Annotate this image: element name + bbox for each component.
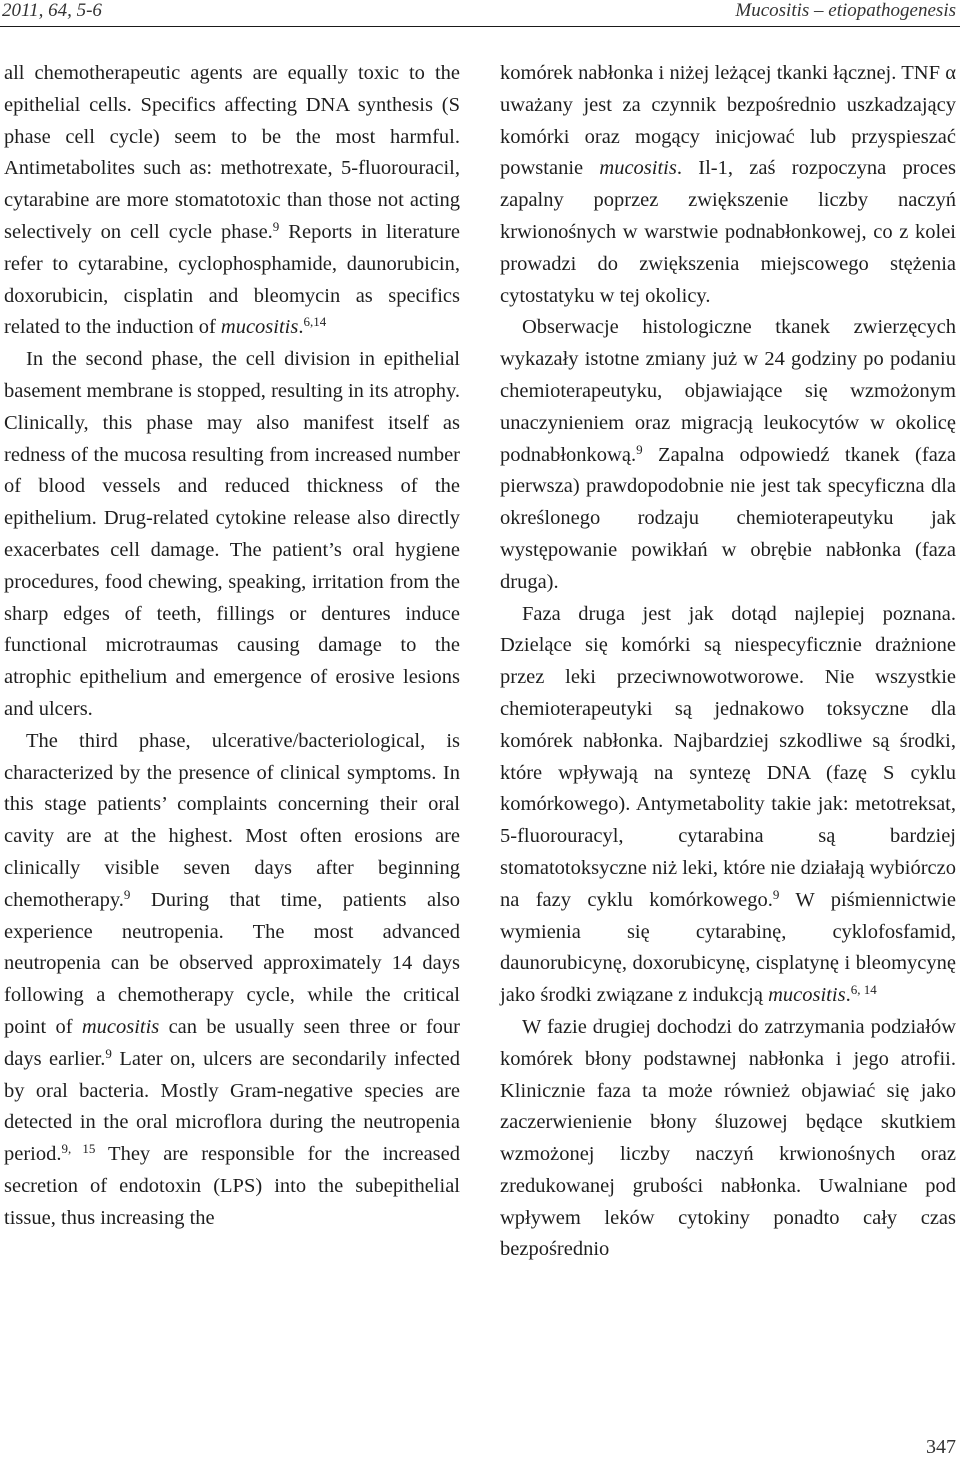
paragraph: W fazie drugiej dochodzi do zatrzymania podziałów komórek błony podstawnej nabłonka i jego atrofii. Klinicznie faza ta może również objawiać się jako zaczerwienienie błony śluzowej będące skutkiem wzmożonej liczby naczyń krwionośnych oraz zredukowanej grubości nabłonka. Uwalniane pod wpływem leków cytokiny ponadto cały czas bezpośrednio xyxy=(500,1015,956,1261)
page-number: 347 xyxy=(926,1436,956,1458)
citation-ref: 9 xyxy=(772,886,780,902)
paragraph: all chemotherapeutic agents are equally toxic to the epithelial cells. Specifics affecting DNA synthesis (S phase cell cycle) seem to be the most harmful. Antimetabolites such as: methotrexate, 5-fluorouracil, cytarabine are more stomatotoxic than those not acting selectively on cell cycle phase.$^9$ Reports in literature refer to cytarabine, cyclophosphamide, daunorubicin, doxorubicin, cisplatin and bleomycin as specifics related to the induction of mucositis.$^{6,14}$ xyxy=(4,62,460,339)
english-column xyxy=(4,58,460,1234)
citation-ref: 9 xyxy=(636,441,643,457)
running-title: Mucositis – etiopathogenesis xyxy=(735,0,956,21)
citation-ref: 9 xyxy=(123,886,131,902)
paragraph: komórek nabłonka i niżej leżącej tkanki łącznej. TNF α uważany jest za czynnik bezpośrednio uszkadzający komórki oraz mogący inicjować lub przyspieszać powstanie mucositis. Il-1, zaś rozpoczyna proces zapalny poprzez zwiększenie liczby naczyń krwionośnych w warstwie podnabłonkowej, co z kolei prowadzi do zwiększenia miejscowego stężenia cytostatyku w tej okolicy. xyxy=(500,62,956,307)
paragraph: Obserwacje histologiczne tkanek zwierzęcych wykazały istotne zmiany już w 24 godziny po podaniu chemioterapeutyku, objawiające się wzmożonym unaczynieniem oraz migracją leukocytów w okolicę podnabłonkową.$^9$ Zapalna odpowiedź tkanek (faza pierwsza) prawdopodobnie nie jest tak specyficzna dla określonego rodzaju chemioterapeutyku jak występowanie powikłań w obrębie nabłonka (faza druga). xyxy=(500,316,956,593)
paragraph: The third phase, ulcerative/bacteriological, is characterized by the presence of clinical symptoms. In this stage patients’ complaints concerning their oral cavity are at the highest. Most often erosions are clinically visible seven days after beginning chemotherapy.$^9$ During that time, patients also experience neutropenia. The most advanced neutropenia can be observed approximately 14 days following a chemotherapy cycle, while the critical point of mucositis can be usually seen three or four days earlier.$^9$ Later on, ulcers are secondarily infected by oral bacteria. Mostly Gram-negative species are detected in the oral microflora during the neutropenia period.$^{9, 15}$ They are responsible for the increased secretion of endotoxin (LPS) into the subepithelial tissue, thus increasing the xyxy=(4,729,461,1229)
citation-ref: 9, 15 xyxy=(61,1141,96,1157)
citation-ref: 9 xyxy=(105,1045,112,1061)
citation-ref: 6,14 xyxy=(303,314,327,330)
journal-citation: 2011, 64, 5-6 xyxy=(2,0,102,21)
citation-ref: 6, 14 xyxy=(850,982,877,998)
paragraph: In the second phase, the cell division in epithelial basement membrane is stopped, resulting in its atrophy. Clinically, this phase may also manifest itself as redness of the mucosa resulting from increased number of blood vessels and reduced thickness of the epithelium. Drug-related cytokine release also directly exacerbates cell damage. The patient’s oral hygiene procedures, food chewing, speaking, irritation from the sharp edges of teeth, fillings or dentures induce functional microtraumas causing damage to the atrophic epithelium and emergence of erosive lesions and ulcers. xyxy=(4,348,460,720)
citation-ref: 9 xyxy=(272,218,280,234)
paragraph: Faza druga jest jak dotąd najlepiej poznana. Dzielące się komórki są niespecyficznie drażnione przez leki przeciwnowotworowe. Nie wszystkie chemioterapeutyki są jednakowo toksyczne dla komórek nabłonka. Najbardziej szkodliwe są środki, które wpływają na syntezę DNA (fazę S cyklu komórkowego). Antymetabolity takie jak: metotreksat, 5-fluorouracyl, cytarabina są bardziej stomatotoksyczne niż leki, które nie działają wybiórczo na fazy cyklu komórkowego.$^9$ W piśmiennictwie wymienia się cytarabinę, cyklofosfamid, daunorubicynę, doxorubicynę, cisplatynę i bleomycynę jako środki związane z indukcją mucositis.$^{6, 14}$ xyxy=(500,602,956,1007)
running-header xyxy=(0,0,960,27)
polish-column xyxy=(500,58,956,1266)
